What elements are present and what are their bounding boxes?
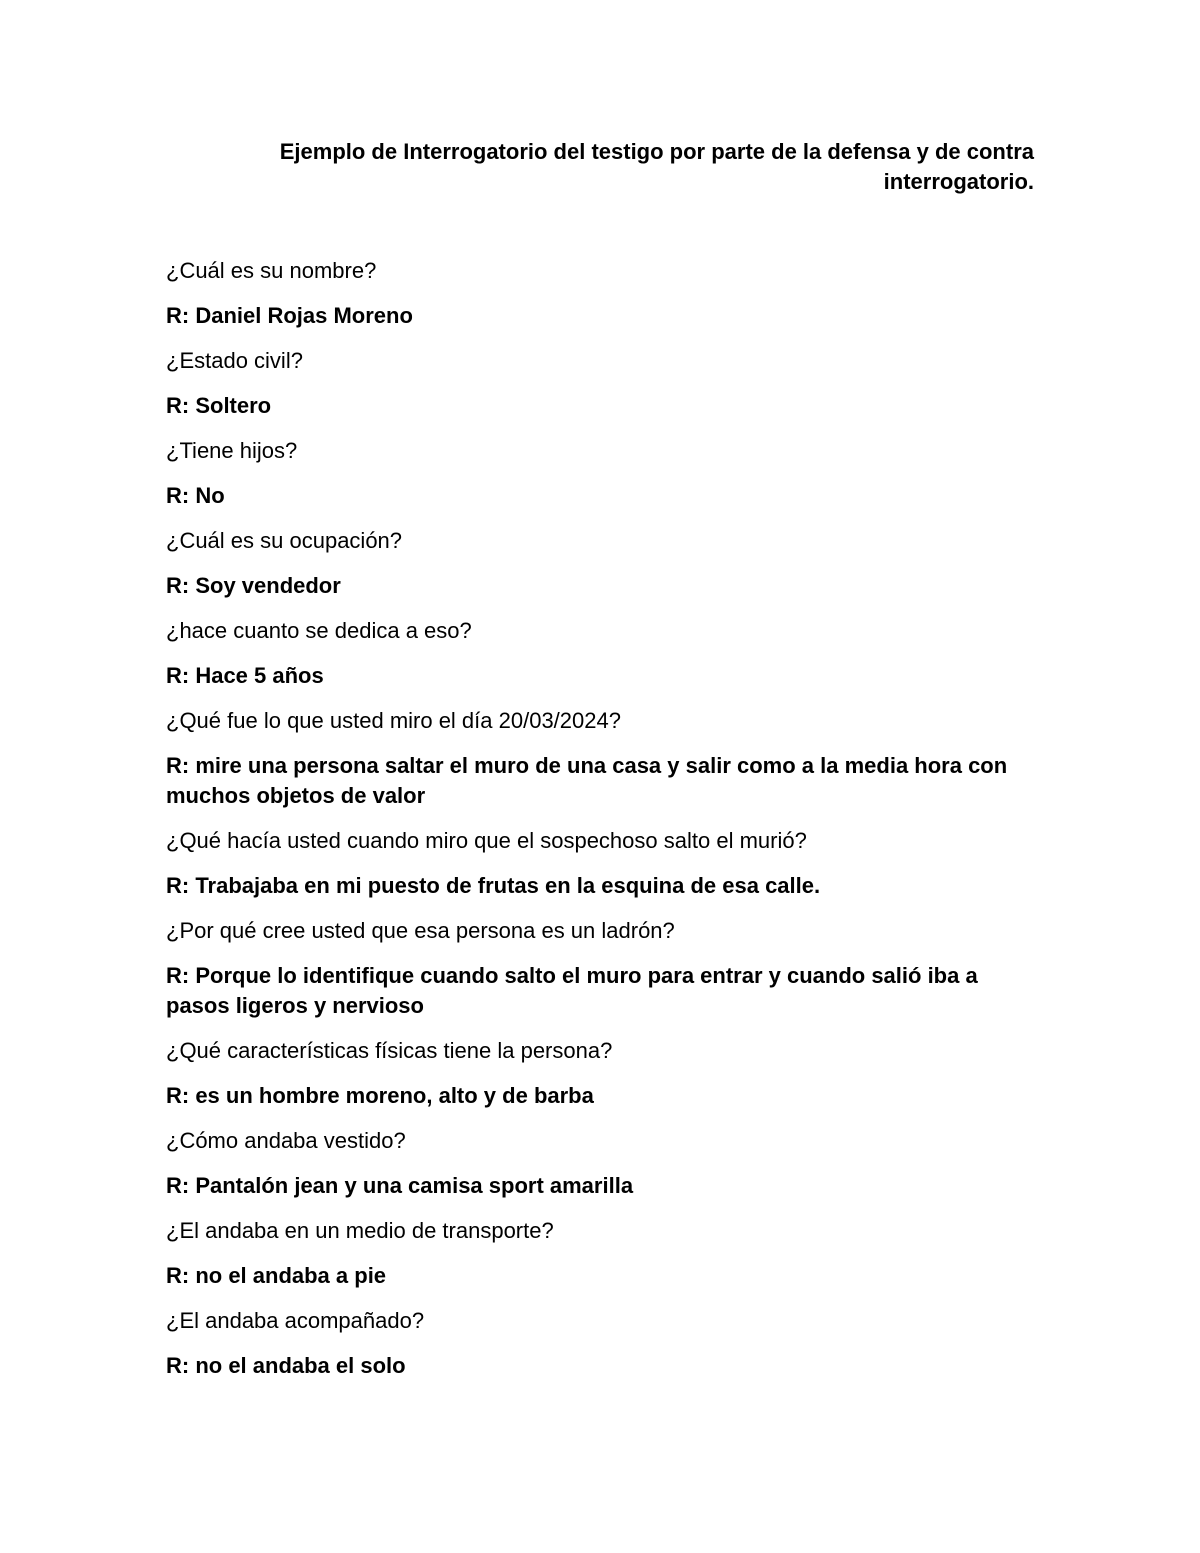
question-line: ¿hace cuanto se dedica a eso? (166, 618, 472, 643)
answer-line: R: Pantalón jean y una camisa sport amarilla (166, 1173, 634, 1198)
answer-line: R: Trabajaba en mi puesto de frutas en la esquina de esa calle. (166, 873, 821, 898)
question-line: ¿Cuál es su nombre? (166, 258, 377, 283)
answer-line: R: Soy vendedor (166, 573, 341, 598)
question-line: ¿Cómo andaba vestido? (166, 1128, 406, 1153)
answer-line: R: no el andaba a pie (166, 1263, 387, 1288)
document-title: Ejemplo de Interrogatorio del testigo por parte de la defensa y de contra interrogatorio. (279, 139, 1034, 194)
answer-line: R: mire una persona saltar el muro de una casa y salir como a la media hora con muchos objetos de valor (166, 753, 1008, 808)
question-line: ¿El andaba acompañado? (166, 1308, 425, 1333)
answer-line: R: No (166, 483, 225, 508)
question-line: ¿Qué hacía usted cuando miro que el sospechoso salto el murió? (166, 828, 807, 853)
answer-line: R: Soltero (166, 393, 272, 418)
question-line: ¿Qué características físicas tiene la persona? (166, 1038, 613, 1063)
question-line: ¿Estado civil? (166, 348, 303, 373)
answer-line: R: Porque lo identifique cuando salto el muro para entrar y cuando salió iba a pasos ligeros y nervioso (166, 963, 978, 1018)
question-line: ¿Qué fue lo que usted miro el día 20/03/2024? (166, 708, 621, 733)
question-line: ¿Tiene hijos? (166, 438, 298, 463)
answer-line: R: Daniel Rojas Moreno (166, 303, 413, 328)
question-line: ¿El andaba en un medio de transporte? (166, 1218, 554, 1243)
answer-line: R: Hace 5 años (166, 663, 324, 688)
question-line: ¿Por qué cree usted que esa persona es un ladrón? (166, 918, 675, 943)
answer-line: R: es un hombre moreno, alto y de barba (166, 1083, 594, 1108)
answer-line: R: no el andaba el solo (166, 1353, 406, 1378)
interrogation-list (166, 256, 1042, 1396)
question-line: ¿Cuál es su ocupación? (166, 528, 403, 553)
